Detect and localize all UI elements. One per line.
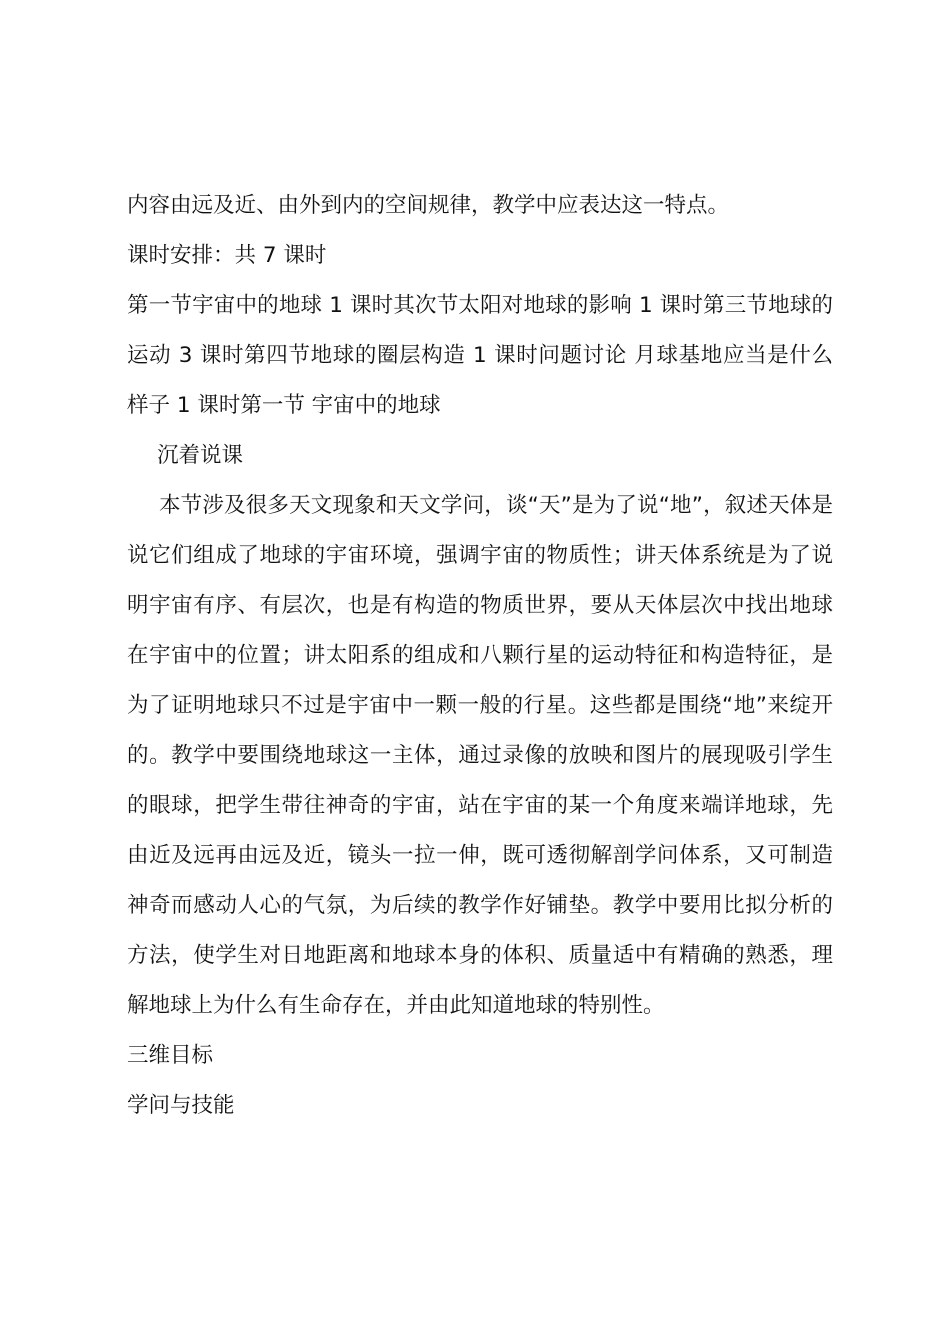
paragraph-schedule: 课时安排：共 7 课时 — [127, 243, 327, 268]
paragraph-lesson-description: 本节涉及很多天文现象和天文学问，谈“天”是为了说“地”，叙述天体是说它们组成了地球的宇宙环境，强调宇宙的物质性；讲天体系统是为了说明宇宙有序、有层次，也是有构造的物质世界，要从天体层次中找出地球在宇宙中的位置；讲太阳系的组成和八颗行星的运动特征和构造特征，是为了证明地球只不过是宇宙中一颗一般的行星。这些都是围绕“地”来绽开的。教学中要围绕地球这一主体，通过录像的放映和图片的展现吸引学生的眼球，把学生带往神奇的宇宙，站在宇宙的某一个角度来端详地球，先由近及远再由远及近，镜头一拉一伸，既可透彻解剖学问体系，又可制造神奇而感动人心的气氛，为后续的教学作好铺垫。教学中要用比拟分析的方法，使学生对日地距离和地球本身的体积、质量适中有精确的熟悉，理解地球上为什么有生命存在，并由此知道地球的特别性。 — [127, 493, 833, 1018]
paragraph-intro-continuation: 内容由远及近、由外到内的空间规律，教学中应表达这一特点。 — [127, 193, 730, 218]
heading-lesson-talk: 沉着说课 — [157, 443, 244, 468]
heading-knowledge-skills: 学问与技能 — [127, 1093, 235, 1118]
document-body — [127, 181, 833, 1131]
paragraph-section-list: 第一节宇宙中的地球 1 课时其次节太阳对地球的影响 1 课时第三节地球的运动 3 课时第四节地球的圈层构造 1 课时问题讨论 月球基地应当是什么样子 1 课时第一节 宇宙中的地球 — [127, 293, 833, 418]
heading-three-dimensional-goals: 三维目标 — [127, 1043, 214, 1068]
